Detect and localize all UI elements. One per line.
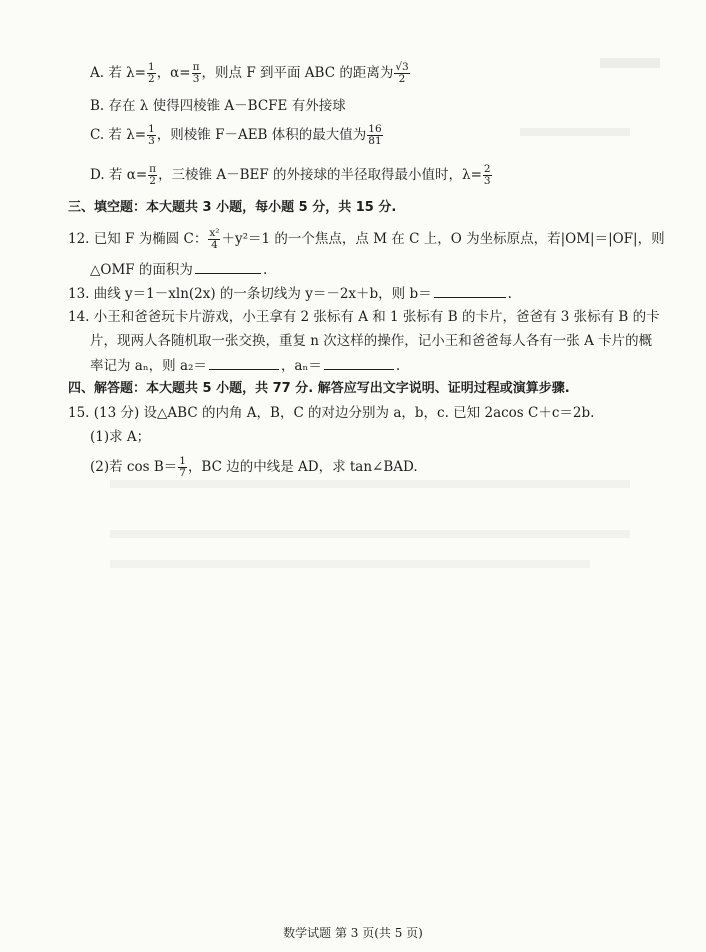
- answer-blank[interactable]: [324, 356, 394, 370]
- fraction: [148, 164, 157, 187]
- q14-text1: 率记为 aₙ，则 a₂＝: [90, 358, 207, 374]
- q15-line1: 15. (13 分) 设△ABC 的内角 A，B，C 的对边分别为 a，b，c. 已知 2acos C＋c＝2b.: [68, 405, 595, 421]
- q15-part1: (1)求 A；: [90, 429, 151, 445]
- frac-denominator: 2: [148, 73, 155, 85]
- frac-denominator: 7: [179, 467, 186, 479]
- q15-part2: [90, 456, 418, 479]
- frac-denominator: 2: [398, 73, 406, 85]
- bleed-through-mark: [110, 560, 590, 568]
- q14-line1: 14. 小王和爸爸玩卡片游戏，小王拿有 2 张标有 A 和 1 张标有 B 的卡片，爸爸有 3 张标有 B 的卡: [68, 309, 660, 325]
- bleed-through-mark: [110, 530, 630, 538]
- q14-text3: .: [395, 358, 401, 374]
- frac-denominator: 81: [368, 135, 382, 147]
- fraction: [394, 62, 409, 85]
- fraction: [367, 124, 382, 147]
- q15-text1: (2)若 cos B＝: [90, 459, 178, 475]
- option-a-text2: ，α=: [156, 65, 191, 81]
- fraction: [483, 164, 492, 187]
- q12-text3: △OMF 的面积为: [90, 262, 193, 278]
- frac-denominator: 3: [148, 135, 155, 147]
- frac-numerator: 1: [179, 455, 186, 467]
- option-a-text1: A. 若 λ=: [90, 65, 146, 81]
- answer-blank[interactable]: [434, 284, 506, 298]
- q12-text1: 12. 已知 F 为椭圆 C：: [68, 231, 208, 247]
- option-d-text1: D. 若 α=: [90, 167, 148, 183]
- frac-numerator: 2: [483, 163, 491, 175]
- section-4-heading: 四、解答题：本大题共 5 小题，共 77 分. 解答应写出文字说明、证明过程或演算步骤.: [68, 381, 570, 396]
- frac-numerator: 1: [148, 123, 155, 135]
- option-c-text2: ，则棱锥 F－AEB 体积的最大值为: [156, 127, 367, 143]
- fraction: [178, 456, 187, 479]
- q13: [68, 284, 512, 303]
- q13-text1: 13. 曲线 y＝1－xln(2x) 的一条切线为 y＝－2x＋b，则 b＝: [68, 286, 432, 302]
- option-c: [90, 124, 384, 147]
- bleed-through-mark: [600, 58, 660, 68]
- fraction: [147, 62, 156, 85]
- frac-numerator: 16: [368, 123, 382, 135]
- frac-numerator: x²: [209, 227, 220, 239]
- option-a-text3: ，则点 F 到平面 ABC 的距离为: [201, 65, 394, 81]
- answer-blank[interactable]: [195, 260, 261, 274]
- q12-text2: ＋y²＝1 的一个焦点，点 M 在 C 上，O 为坐标原点，若|OM|＝|OF|，则: [221, 231, 665, 247]
- frac-numerator: √3: [395, 61, 409, 73]
- bleed-through-mark: [520, 128, 630, 136]
- option-b: B. 存在 λ 使得四棱锥 A－BCFE 有外接球: [90, 98, 346, 114]
- option-d-text2: ，三棱锥 A－BEF 的外接球的半径取得最小值时，λ=: [158, 167, 482, 183]
- fraction: [208, 228, 220, 251]
- q15-text2: ，BC 边的中线是 AD，求 tan∠BAD.: [187, 459, 418, 475]
- q12-line1: [68, 228, 665, 251]
- q14-line3: [90, 356, 400, 375]
- frac-denominator: 3: [192, 73, 200, 85]
- frac-numerator: π: [149, 163, 157, 175]
- frac-denominator: 2: [149, 175, 156, 187]
- section-3-heading: 三、填空题：本大题共 3 小题，每小题 5 分，共 15 分.: [68, 200, 397, 215]
- q14-line2: 片，现两人各随机取一张交换，重复 n 次这样的操作，记小王和爸爸每人各有一张 A 卡片的概: [90, 333, 653, 349]
- bleed-through-mark: [110, 480, 630, 488]
- q12-line2: [90, 260, 267, 279]
- fraction: [147, 124, 156, 147]
- option-a: [90, 62, 411, 85]
- option-c-text1: C. 若 λ=: [90, 127, 147, 143]
- q13-text2: .: [507, 286, 512, 302]
- frac-numerator: π: [192, 61, 200, 73]
- frac-denominator: 4: [211, 239, 218, 251]
- answer-blank[interactable]: [209, 356, 279, 370]
- q14-text2: ，aₙ＝: [280, 358, 322, 374]
- option-d: [90, 164, 493, 187]
- page-footer: 数学试题 第 3 页(共 5 页): [283, 926, 423, 940]
- q12-text4: .: [262, 262, 268, 278]
- fraction: [192, 62, 201, 85]
- frac-denominator: 3: [483, 175, 491, 187]
- frac-numerator: 1: [148, 61, 155, 73]
